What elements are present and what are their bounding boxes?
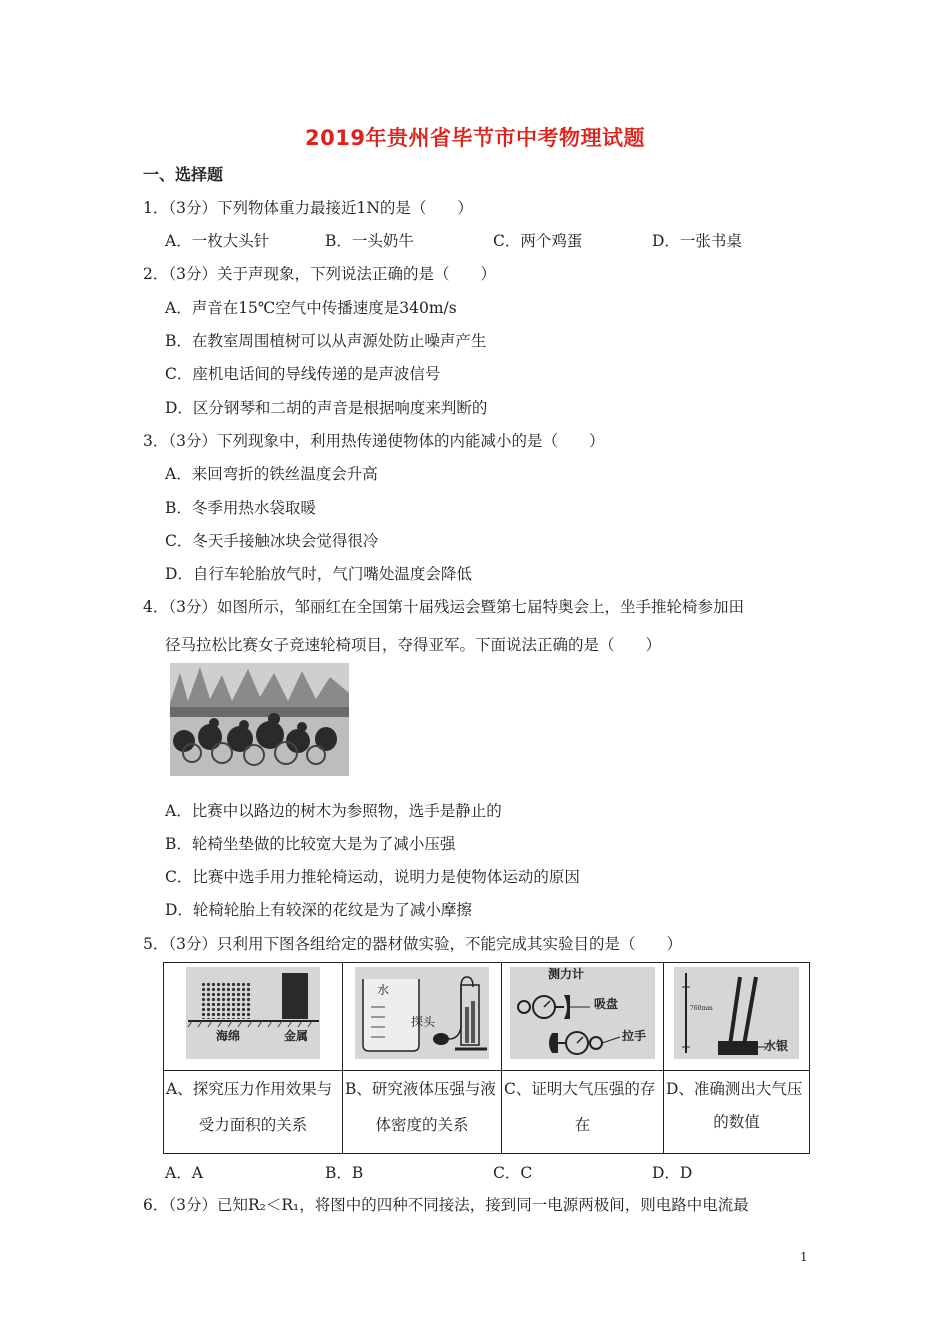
experiment-d-image [664,963,810,1071]
experiment-c-image [502,963,664,1071]
label-760mm: 760mm [690,1005,713,1012]
label-mercury: 水银 [764,1039,789,1053]
q3-option-a: A．来回弯折的铁丝温度会升高 [165,465,378,483]
q3-option-b: B．冬季用热水袋取暖 [165,499,316,517]
page-number: 1 [800,1250,808,1264]
experiment-b-caption: B、研究液体压强与液 体密度的关系 [343,1071,502,1154]
q5-option-a: A．A [165,1164,203,1182]
q1-option-d: D．一张书桌 [652,232,742,250]
experiment-a-caption: A、探究压力作用效果与 受力面积的关系 [164,1071,343,1154]
q4-option-c: C．比赛中选手用力推轮椅运动，说明力是使物体运动的原因 [165,868,580,886]
page-title: 2019年贵州省毕节市中考物理试题 [305,126,645,150]
question-2-stem: 2．（3分）关于声现象，下列说法正确的是（ ） [143,265,496,283]
label-handle: 拉手 [622,1029,647,1043]
question-5-stem: 5．（3分）只利用下图各组给定的器材做实验，不能完成其实验目的是（ ） [143,935,682,953]
question-6-stem: 6．（3分）已知R₂＜R₁，将图中的四种不同接法，接到同一电源两极间，则电路中电流最 [143,1196,749,1214]
section-heading: 一、选择题 [143,165,224,184]
question-4-stem-line-1: 4．（3分）如图所示，邹丽红在全国第十届残运会暨第七届特奥会上，坐手推轮椅参加田 [143,598,744,616]
experiment-d-caption: D、准确测出大气压 的数值 [664,1071,810,1154]
q5-option-b: B．B [325,1164,364,1182]
label-probe: 探头 [411,1015,436,1029]
q1-option-b: B．一头奶牛 [325,232,414,250]
label-suction-cup: 吸盘 [594,997,619,1011]
experiment-b-image [343,963,502,1071]
q2-option-c: C．座机电话间的导线传递的是声波信号 [165,365,441,383]
q4-option-a: A．比赛中以路边的树木为参照物，选手是静止的 [165,802,502,820]
sponge-metal-diagram [186,967,321,1059]
q2-option-d: D．区分钢琴和二胡的声音是根据响度来判断的 [165,399,488,417]
question-3-stem: 3．（3分）下列现象中，利用热传递使物体的内能减小的是（ ） [143,432,605,450]
wheelchair-race-photo [170,663,349,776]
q5-option-d: D．D [652,1164,693,1182]
q1-option-c: C．两个鸡蛋 [493,232,583,250]
q4-option-b: B．轮椅坐垫做的比较宽大是为了减小压强 [165,835,456,853]
label-force-meter: 测力计 [548,967,585,981]
label-water: 水 [377,983,390,997]
question-4-stem-line-2: 径马拉松比赛女子竞速轮椅项目，夺得亚军。下面说法正确的是（ ） [165,636,662,654]
label-metal: 金属 [284,1029,309,1043]
q2-option-a: A．声音在15℃空气中传播速度是340m/s [165,299,457,317]
experiment-c-caption: C、证明大气压强的存 在 [502,1071,664,1154]
q4-option-d: D．轮椅轮胎上有较深的花纹是为了减小摩擦 [165,901,472,919]
q2-option-b: B．在教室周围植树可以从声源处防止噪声产生 [165,332,487,350]
experiment-a-image [164,963,343,1071]
q3-option-c: C．冬天手接触冰块会觉得很冷 [165,532,379,550]
q5-option-c: C．C [493,1164,533,1182]
label-sponge: 海绵 [216,1029,241,1043]
q1-option-a: A．一枚大头针 [165,232,270,250]
q3-option-d: D．自行车轮胎放气时，气门嘴处温度会降低 [165,565,472,583]
question-1-stem: 1．（3分）下列物体重力最接近1N的是（ ） [143,199,473,217]
experiment-table [163,962,810,1154]
